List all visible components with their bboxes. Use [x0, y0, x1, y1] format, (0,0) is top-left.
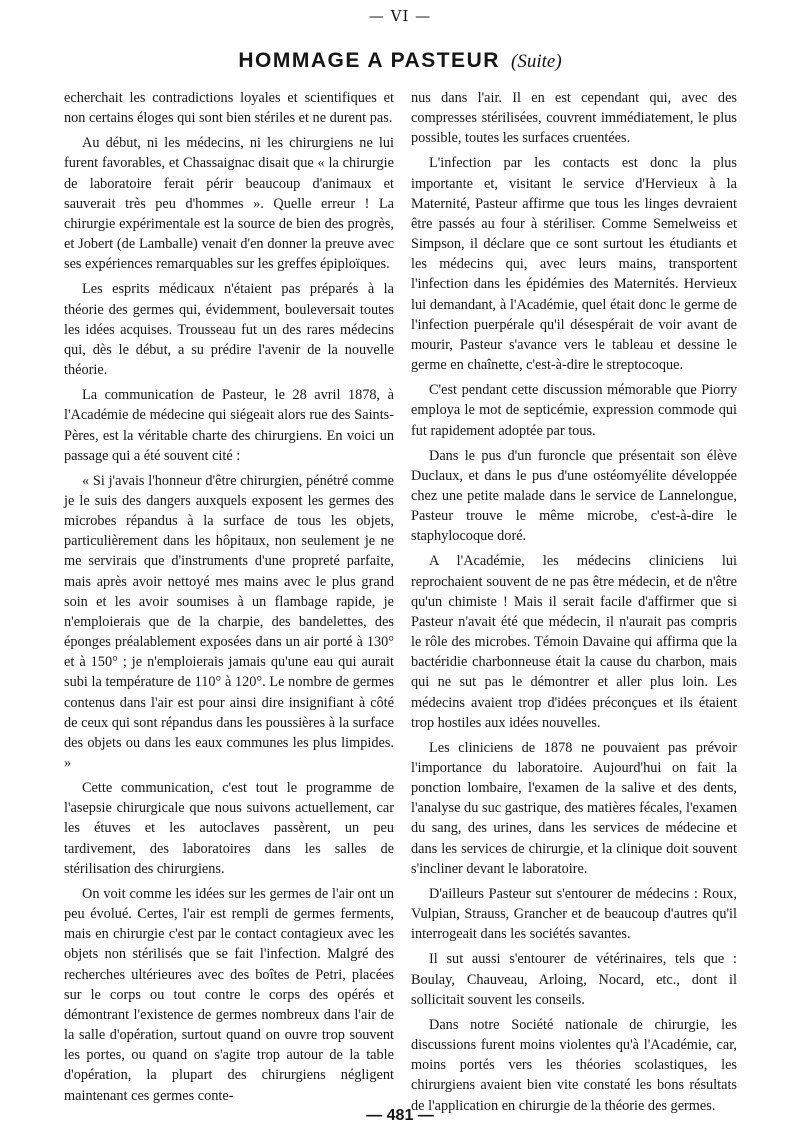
paragraph: Au début, ni les médecins, ni les chirurgiens ne lui furent favorables, et Chassaignac disait que « la chirurgie de laboratoire ferait périr beaucoup d'animaux et sauverait très peu d'hommes ». Quelle erreur ! La chirurgie expérimentale est la source de bien des progrès, et Jobert (de Lamballe) venait d'en donner la preuve avec ses expériences remarquables sur les greffes épiploïques. [64, 135, 394, 273]
page-number: — 481 — [366, 1107, 434, 1124]
article-title [0, 49, 800, 73]
paragraph: La communication de Pasteur, le 28 avril 1878, à l'Académie de médecine qui siégeait alors rue des Saints-Pères, est la véritable charte des chirurgiens. En voici un passage qui a été souvent cité : [64, 387, 394, 464]
paragraph: nus dans l'air. Il en est cependant qui, avec des compresses stérilisées, couvrent immédiatement, le plus possible, toutes les surfaces cruentées. [411, 90, 737, 147]
paragraph: Les esprits médicaux n'étaient pas préparés à la théorie des germes qui, évidemment, bouleversait toutes les idées acquises. Trousseau fut un des rares médecins qui, dès le début, a su prédire l'avenir de la nouvelle théorie. [64, 281, 394, 379]
paragraph: C'est pendant cette discussion mémorable que Piorry employa le mot de septicémie, expression commode qui fut rapidement adoptée par tous. [411, 382, 737, 439]
paragraph: A l'Académie, les médecins cliniciens lui reprochaient souvent de ne pas être médecin, et de n'être qu'un chimiste ! Mais il serait facile d'affirmer que si Pasteur n'avait été que médecin, il n'aurait pas compris le rôle des microbes. Témoin Davaine qui affirma que la bactéridie charbonneuse était la cause du charbon, mais qui ne sut pas le démontrer et aller plus loin. Les médecins avaient trop d'idées préconçues et ils étaient trop hostiles aux idées nouvelles. [411, 553, 737, 731]
right-column [411, 88, 737, 1114]
paragraph: L'infection par les contacts est donc la plus importante et, visitant le service d'Hervieux à la Maternité, Pasteur affirme que tous les linges devraient être passés au four à stériliser. Comme Semelweiss et Simpson, il déclare que ce sont surtout les étudiants et les médecins qui, avec leurs mains, transportent l'infection dans les épidémies des Maternités. Hervieux lui demandant, à l'Académie, quel était donc le germe de l'infection puerpérale qu'il désespérait de voir avant de mourir, Pasteur s'avance vers le tableau et dessine le germe en chaînette, c'est-à-dire le streptocoque. [411, 155, 737, 374]
running-folio: — VI — [368, 7, 432, 25]
title-main: HOMMAGE A PASTEUR [238, 49, 500, 72]
paragraph: Dans notre Société nationale de chirurgie, les discussions furent moins violentes qu'à l'Académie, car, moins portés vers les théories scolastiques, les chirurgiens avaient bien vite constaté les bons résultats de l'application en chirurgie de la théorie des germes. [411, 1016, 737, 1114]
paragraph: On voit comme les idées sur les germes de l'air ont un peu évolué. Certes, l'air est rempli de germes ferments, mais en chirurgie c'est par le contact contagieux avec les objets non stérilisés que se fait l'infection. Malgré des recherches ultérieures avec des boîtes de Petri, placées sur le corps ou tout contre le corps des opérés et démontrant l'existence de germes nombreux dans l'air de la salle d'opération, surtout quand on ouvre trop souvent les portes, ou quand on s'agite trop autour de la table d'opération, la plupart des chirurgiens négligent maintenant ces germes conte- [64, 885, 394, 1104]
paragraph: Cette communication, c'est tout le programme de l'asepsie chirurgicale que nous suivons actuellement, car les étuves et les autoclaves passèrent, un peu tardivement, des laboratoires dans les salles de stérilisation des chirurgiens. [64, 780, 394, 877]
title-suffix: (Suite) [511, 51, 562, 72]
paragraph: D'ailleurs Pasteur sut s'entourer de médecins : Roux, Vulpian, Strauss, Grancher et de beaucoup d'autres qu'il interrogeait dans les sociétés savantes. [411, 885, 737, 943]
quotation-paragraph: « Si j'avais l'honneur d'être chirurgien, pénétré comme je le suis des dangers auxquels exposent les germes des microbes répandus à la surface de tous les objets, particulièrement dans les hôpitaux, non seulement je ne me servirais que d'instruments d'une propreté parfaite, mais après avoir nettoyé mes mains avec le plus grand soin et les avoir soumises à un flambage rapide, je n'emploierais que de la charpie, des bandelettes, des éponges préalablement exposées dans un air porté à 130° et à 150° ; je n'emploierais jamais qu'une eau qui aurait subi la température de 110° à 120°. Le nombre de germes contenus dans l'air est pour ainsi dire insignifiant à côté de ceux qui sont répandus dans les poussières à la surface des objets ou dans les eaux communes les plus limpides. » [64, 472, 394, 771]
paragraph: Il sut aussi s'entourer de vétérinaires, tels que : Boulay, Chauveau, Arloing, Nocard, etc., dont il sollicitait souvent les conseils. [411, 951, 737, 1008]
left-column [64, 88, 394, 1104]
paragraph: echerchait les contradictions loyales et scientifiques et non certains éloges qui sont bien stériles et ne durent pas. [64, 90, 394, 127]
paragraph: Les cliniciens de 1878 ne pouvaient pas prévoir l'importance du laboratoire. Aujourd'hui on fait la ponction lombaire, l'examen de la salive et des dents, l'analyse du suc gastrique, des matières fécales, l'examen du sang, des urines, dans les services de médecine et dans les services de chirurgie, et la clinique doit souvent s'incliner devant le laboratoire. [411, 739, 737, 877]
paragraph: Dans le pus d'un furoncle que présentait son élève Duclaux, et dans le pus d'une ostéomyélite développée chez une petite malade dans le service de Lannelongue, Pasteur trouve le même microbe, c'est-à-dire le staphylocoque doré. [411, 447, 737, 545]
